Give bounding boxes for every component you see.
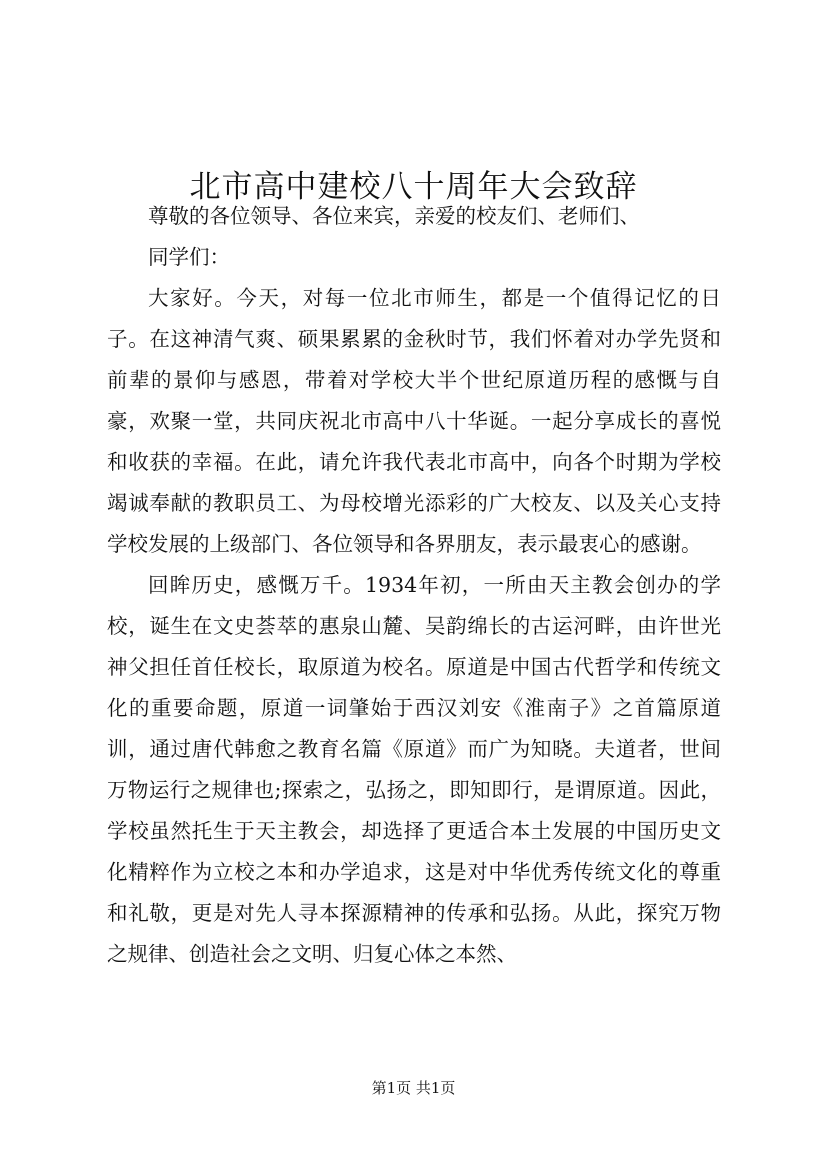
paragraph-1: 大家好。今天，对每一位北市师生，都是一个值得记忆的日子。在这神清气爽、硕果累累的金秋时节，我们怀着对办学先贤和前辈的景仰与感恩，带着对学校大半个世纪原道历程的感慨与自豪，欢聚一堂，共同庆祝北市高中八十华诞。一起分享成长的喜悦和收获的幸福。在此，请允许我代表北市高中，向各个时期为学校竭诚奉献的教职员工、为母校增光添彩的广大校友、以及关心支持学校发展的上级部门、各位领导和各界朋友，表示最衷心的感谢。 [107, 286, 721, 556]
page-footer: 第1页 共1页 [371, 1079, 456, 1097]
document-body [107, 196, 721, 975]
salutation-line-2: 同学们： [148, 245, 230, 269]
page-title: 北市高中建校八十周年大会致辞 [189, 168, 638, 205]
salutation-line-1: 尊敬的各位领导、各位来宾，亲爱的校友们、老师们、 [148, 204, 640, 228]
paragraph-2: 回眸历史，感慨万千。1934年初，一所由天主教会创办的学校，诞生在文史荟萃的惠泉山麓、吴韵绵长的古运河畔，由许世光神父担任首任校长，取原道为校名。原道是中国古代哲学和传统文化的重要命题，原道一词肇始于西汉刘安《淮南子》之首篇原道训，通过唐代韩愈之教育名篇《原道》而广为知晓。夫道者，世间万物运行之规律也;探索之，弘扬之，即知即行，是谓原道。因此，学校虽然托生于天主教会，却选择了更适合本土发展的中国历史文化精粹作为立校之本和办学追求，这是对中华优秀传统文化的尊重和礼敬，更是对先人寻本探源精神的传承和弘扬。从此，探究万物之规律、创造社会之文明、归复心体之本然、 [107, 573, 721, 966]
